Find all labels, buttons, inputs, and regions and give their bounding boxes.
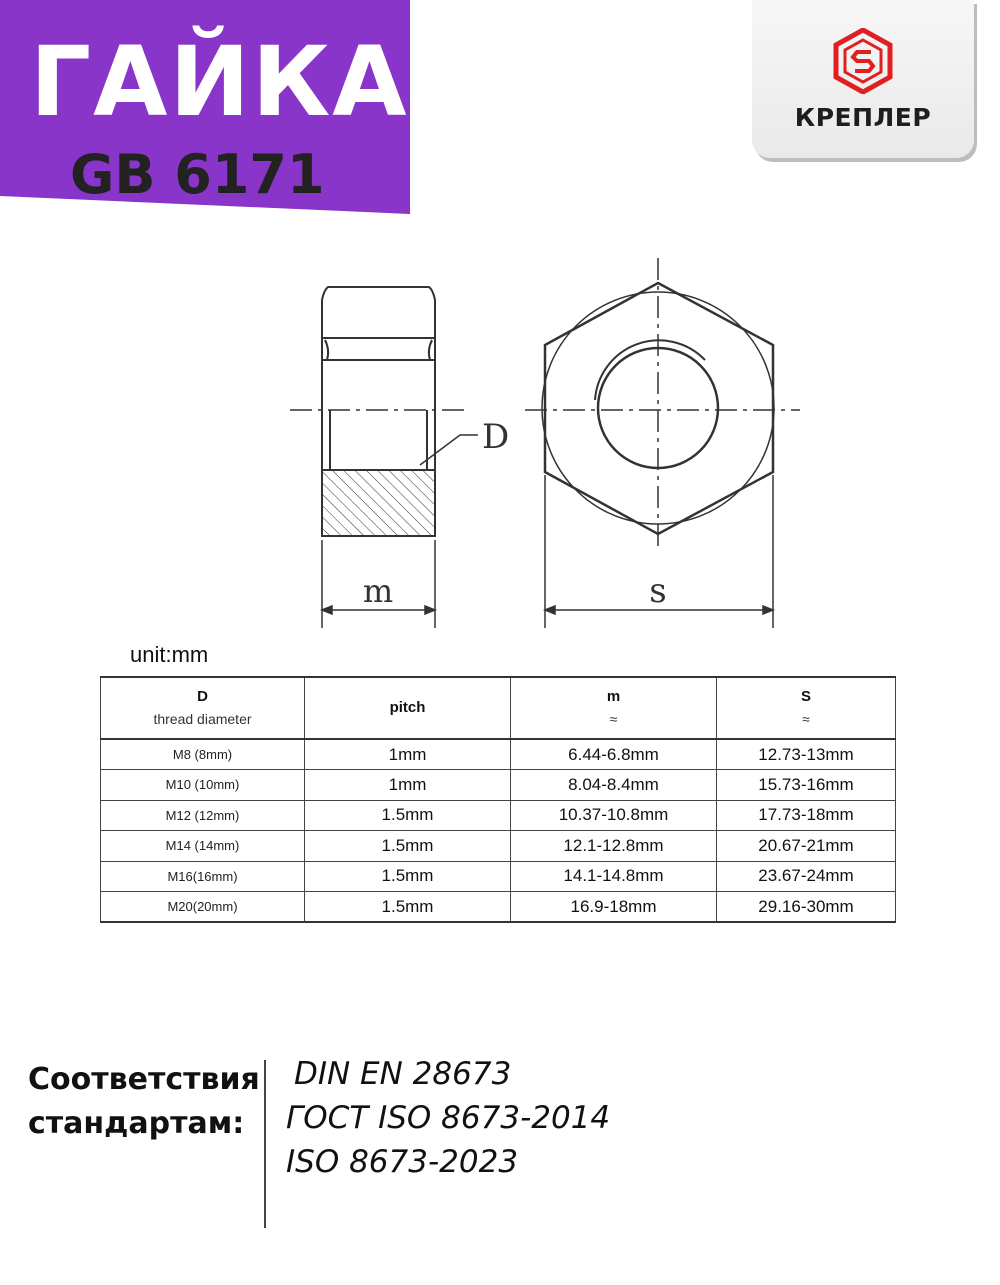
cell-pitch: 1.5mm (305, 892, 511, 923)
cell-thread: M10 (10mm) (101, 770, 305, 801)
header-sub: ≈ (609, 710, 618, 727)
header-pitch (305, 677, 511, 739)
cell-pitch: 1mm (305, 770, 511, 801)
product-title: ГАЙКА (30, 26, 409, 138)
cell-thread: M16(16mm) (101, 861, 305, 892)
cell-pitch: 1mm (305, 739, 511, 770)
nut-side-view (290, 287, 478, 536)
label-s: s (649, 571, 667, 611)
header-title: pitch (389, 698, 426, 716)
cell-s: 23.67-24mm (717, 861, 896, 892)
header-s (717, 677, 896, 739)
table-row (101, 892, 896, 923)
label-m: m (362, 572, 394, 610)
cell-m: 14.1-14.8mm (511, 861, 717, 892)
cell-m: 6.44-6.8mm (511, 739, 717, 770)
cell-m: 16.9-18mm (511, 892, 717, 923)
table-row (101, 861, 896, 892)
unit-label: unit:mm (130, 642, 209, 667)
cell-s: 17.73-18mm (717, 800, 896, 831)
header-title: D (197, 688, 208, 706)
standards-label-line1: Соответствия (28, 1062, 260, 1097)
cell-pitch: 1.5mm (305, 861, 511, 892)
standards-list (286, 1052, 610, 1184)
label-d: D (482, 417, 510, 457)
cell-s: 15.73-16mm (717, 770, 896, 801)
standards-label (28, 1058, 260, 1146)
cell-s: 29.16-30mm (717, 892, 896, 923)
cell-m: 12.1-12.8mm (511, 831, 717, 862)
brand-name: КРЕПЛЕР (794, 103, 932, 132)
header-d (101, 677, 305, 739)
cell-s: 20.67-21mm (717, 831, 896, 862)
cell-thread: M12 (12mm) (101, 800, 305, 831)
hexagon-s-logo-icon (830, 28, 896, 94)
table-row (101, 831, 896, 862)
product-standard-code: GB 6171 (70, 143, 325, 206)
cell-s: 12.73-13mm (717, 739, 896, 770)
table-row (101, 800, 896, 831)
nut-front-view (525, 258, 800, 550)
header-title: m (606, 688, 621, 706)
cell-pitch: 1.5mm (305, 800, 511, 831)
table-row (101, 770, 896, 801)
standard-item: ISO 8673-2023 (286, 1144, 519, 1180)
header-title: S (800, 688, 811, 706)
standards-divider (264, 1060, 266, 1228)
cell-pitch: 1.5mm (305, 831, 511, 862)
header-sub: thread diameter (153, 710, 252, 727)
cell-m: 10.37-10.8mm (511, 800, 717, 831)
standards-label-line2: стандартам: (28, 1106, 245, 1141)
cell-m: 8.04-8.4mm (511, 770, 717, 801)
standard-item: DIN EN 28673 (294, 1056, 512, 1092)
nut-technical-drawing (270, 250, 810, 635)
dimensions-table (100, 676, 896, 923)
table-header-row (101, 677, 896, 739)
header-m (511, 677, 717, 739)
header-banner (0, 0, 410, 232)
brand-logo-card (752, 0, 974, 158)
cell-thread: M8 (8mm) (101, 739, 305, 770)
standard-item: ГОСТ ISO 8673-2014 (286, 1100, 611, 1136)
table-row (101, 739, 896, 770)
header-sub: ≈ (802, 710, 810, 727)
cell-thread: M20(20mm) (101, 892, 305, 923)
cell-thread: M14 (14mm) (101, 831, 305, 862)
